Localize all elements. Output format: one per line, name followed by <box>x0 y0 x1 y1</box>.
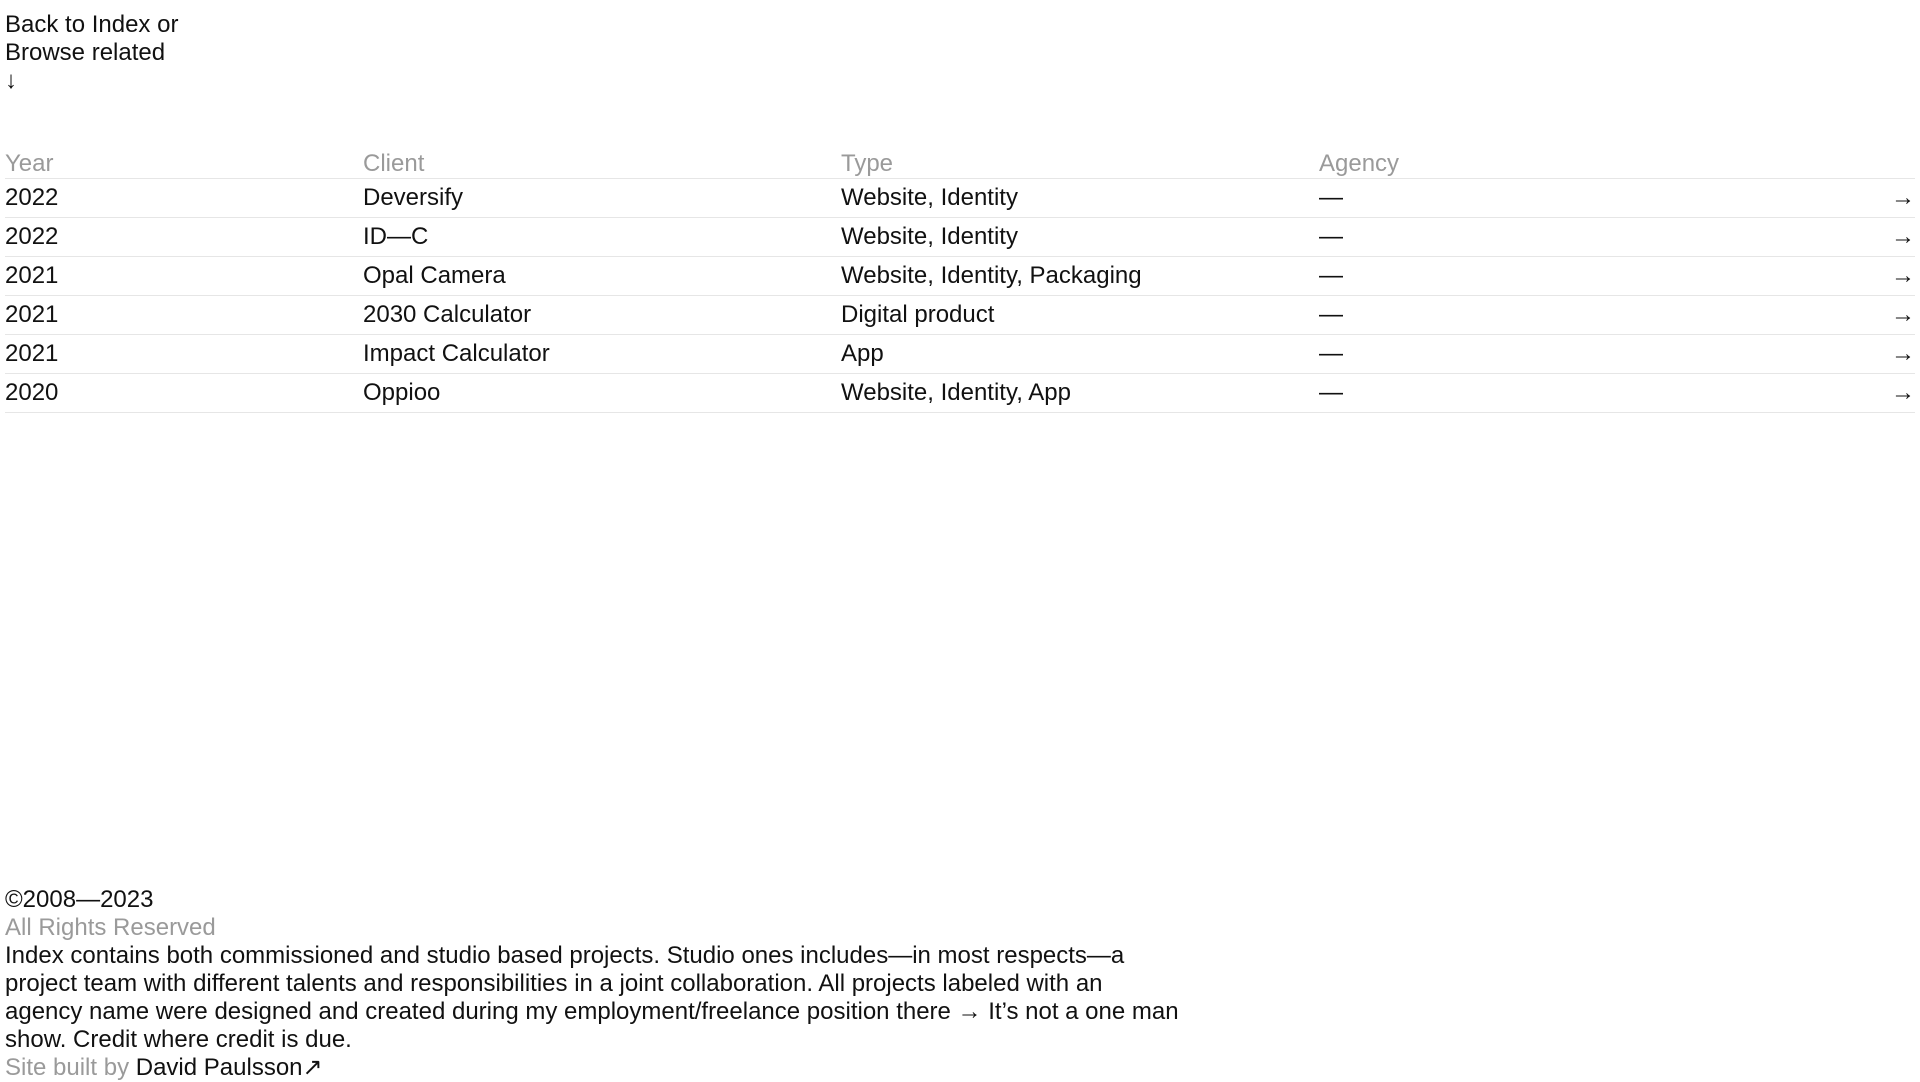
column-header-type: Type <box>841 150 894 177</box>
arrow-right-icon[interactable]: → <box>1891 340 1915 367</box>
table-row[interactable] <box>5 296 1915 335</box>
table-row[interactable] <box>5 179 1915 218</box>
row-type: Digital product <box>841 301 995 328</box>
down-arrow-icon[interactable]: ↓ <box>5 67 17 94</box>
copyright: ©2008—2023 <box>5 886 154 913</box>
row-year: 2021 <box>5 301 59 328</box>
built-by-label: Site built by <box>5 1054 130 1081</box>
site-footer <box>5 886 1185 1082</box>
column-header-client: Client <box>363 150 425 177</box>
browse-related-link[interactable]: Browse related <box>5 39 166 66</box>
row-agency: — <box>1319 184 1343 211</box>
row-year: 2021 <box>5 340 59 367</box>
author-link[interactable]: David Paulsson↗ <box>135 1054 323 1081</box>
index-description: Index contains both commissioned and studio based projects. Studio ones includes—in most respects—a project team with different talents and responsibilities in a joint collaboration. All projects labeled with an agency name were designed and created during my employment/freelance position there → It’s not a one man show. Credit where credit is due. <box>5 942 1179 1053</box>
row-type: App <box>841 340 884 367</box>
arrow-right-icon[interactable]: → <box>1891 301 1915 328</box>
row-agency: — <box>1319 262 1343 289</box>
arrow-right-icon[interactable]: → <box>1891 184 1915 211</box>
rights-reserved: All Rights Reserved <box>5 914 216 941</box>
back-line <box>5 11 178 39</box>
row-client: ID—C <box>363 223 429 250</box>
table-row[interactable] <box>5 335 1915 374</box>
arrow-right-icon[interactable]: → <box>1891 223 1915 250</box>
credits-line <box>5 1054 1185 1082</box>
row-agency: — <box>1319 379 1343 406</box>
row-year: 2020 <box>5 379 59 406</box>
column-header-agency: Agency <box>1319 150 1400 177</box>
table-row[interactable] <box>5 218 1915 257</box>
row-client: Oppioo <box>363 379 441 406</box>
row-year: 2021 <box>5 262 59 289</box>
row-year: 2022 <box>5 184 59 211</box>
column-header-year: Year <box>5 150 54 177</box>
row-agency: — <box>1319 340 1343 367</box>
row-client: Opal Camera <box>363 262 506 289</box>
or-text: or <box>157 11 179 38</box>
top-navigation <box>5 11 178 95</box>
table-row[interactable] <box>5 257 1915 296</box>
arrow-right-icon[interactable]: → <box>1891 379 1915 406</box>
row-type: Website, Identity, App <box>841 379 1071 406</box>
table-header <box>5 150 1915 179</box>
table-row[interactable] <box>5 374 1915 413</box>
row-client: Deversify <box>363 184 464 211</box>
row-type: Website, Identity <box>841 184 1018 211</box>
row-year: 2022 <box>5 223 59 250</box>
row-type: Website, Identity, Packaging <box>841 262 1142 289</box>
row-agency: — <box>1319 301 1343 328</box>
row-client: 2030 Calculator <box>363 301 532 328</box>
row-type: Website, Identity <box>841 223 1018 250</box>
back-to-index-link[interactable]: Back to Index <box>5 11 151 38</box>
row-agency: — <box>1319 223 1343 250</box>
project-index-table <box>5 150 1915 413</box>
row-client: Impact Calculator <box>363 340 550 367</box>
arrow-right-icon[interactable]: → <box>1891 262 1915 289</box>
